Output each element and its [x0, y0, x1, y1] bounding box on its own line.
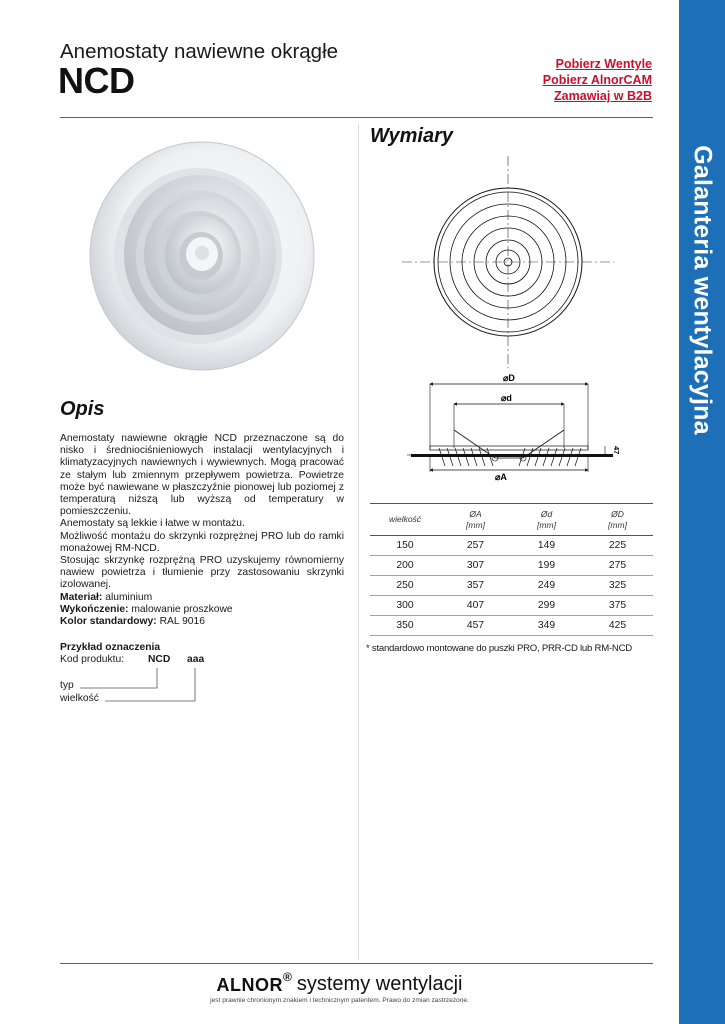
download-links: [543, 56, 652, 104]
spec-row: Kolor standardowy: RAL 9016: [60, 616, 205, 628]
cell: 225: [582, 536, 653, 556]
cell: 325: [582, 576, 653, 596]
side-view-drawing: [405, 370, 627, 482]
front-view-drawing: [402, 156, 614, 368]
example-wielkosc: wielkość: [60, 693, 99, 704]
cell: 357: [440, 576, 511, 596]
cell: 349: [511, 616, 582, 636]
description-paragraph: Możliwość montażu do skrzynki rozprężnej PRO lub do ramki monażowej RM-NCD.: [60, 530, 344, 554]
cell: 407: [440, 596, 511, 616]
header-rule: [60, 117, 653, 118]
table-note: * standardowo montowane do puszki PRO, PRR-CD lub RM-NCD: [366, 643, 632, 654]
code-label: Kod produktu:: [60, 654, 125, 666]
col-header-D: ØD [mm]: [608, 508, 627, 530]
footer-brand: [0, 970, 679, 996]
cell: 350: [370, 616, 440, 636]
table-row: [370, 616, 653, 636]
cell: 150: [370, 536, 440, 556]
spec-row: Wykończenie: malowanie proszkowe: [60, 604, 233, 616]
product-photo: [80, 132, 320, 372]
cell: 275: [582, 556, 653, 576]
dim-d-label: ⌀d: [501, 393, 512, 403]
cell: 307: [440, 556, 511, 576]
cell: 149: [511, 536, 582, 556]
legal-note: jest prawnie chronionym znakiem i technicznym patentem. Prawo do zmian zastrzeżone.: [210, 997, 469, 1004]
link-pobierz-alnorcam[interactable]: Pobierz AlnorCAM: [542, 73, 652, 87]
example-title: Przykład oznaczenia: [60, 642, 161, 653]
spec-row: Materiał: aluminium: [60, 592, 153, 603]
cell: 425: [582, 616, 653, 636]
footer-rule: [60, 963, 653, 964]
specs: [60, 592, 233, 629]
table-row: [370, 596, 653, 616]
cell: 375: [582, 596, 653, 616]
link-pobierz-wentyle[interactable]: Pobierz Wentyle: [555, 57, 652, 71]
table-row: [370, 576, 653, 596]
col-header-A: ØA [mm]: [466, 508, 485, 530]
dim-A-label: ⌀A: [495, 472, 507, 482]
sidebar-label: Galanteria wentylacyjna: [688, 145, 717, 435]
table-header-row: [370, 504, 653, 536]
cell: 300: [370, 596, 440, 616]
dimensions-table: [370, 503, 653, 636]
description-paragraph: Anemostaty są lekkie i łatwe w montażu.: [60, 518, 245, 530]
cell: 249: [511, 576, 582, 596]
registered-mark: ®: [283, 970, 292, 984]
page-subtitle: Anemostaty nawiewne okrągłe: [60, 40, 339, 63]
dim-h-label: 47: [612, 446, 621, 455]
page-title: NCD: [58, 60, 135, 101]
col-header-d: Ød [mm]: [537, 508, 556, 530]
description-paragraph: Stosując skrzynkę rozprężną PRO uzyskujemy równomierny nawiew powietrza i tłumienie przy zastosowaniu skrzynki izolowanej.: [60, 555, 344, 591]
cell: 250: [370, 576, 440, 596]
brand-tagline: systemy wentylacji: [296, 973, 463, 995]
opis-heading: Opis: [60, 398, 105, 420]
description: [60, 433, 344, 592]
designation-example: [60, 642, 205, 667]
cell: 457: [440, 616, 511, 636]
col-header-wielkosc: wielkość: [388, 514, 422, 524]
table-row: [370, 556, 653, 576]
cell: 199: [511, 556, 582, 576]
example-typ: typ: [60, 680, 74, 691]
code-variant: aaa: [187, 654, 205, 666]
link-zamawiaj-b2b[interactable]: Zamawiaj w B2B: [554, 89, 652, 103]
cell: 257: [440, 536, 511, 556]
dim-D-label: ⌀D: [503, 373, 515, 383]
table-row: [370, 536, 653, 556]
column-divider: [358, 124, 359, 960]
cell: 299: [511, 596, 582, 616]
description-paragraph: Anemostaty nawiewne okrągłe NCD przeznaczone są do nisko i średniociśnieniowych instalacji wentylacyjnych i klimatyzacyjnych nawiewnych i wywiewnych. Mogą pracować ze stałym lub zmiennym przepływem powietrza. Powietrze może być nawiewane w płaszczyźnie pionowej lub poziomej z temperaturą niższą lub wyższą od temperatury w pomieszczeniu.: [60, 433, 344, 518]
brand-logo: ALNOR: [216, 975, 284, 995]
cell: 200: [370, 556, 440, 576]
code-row: [60, 654, 205, 667]
code-value: NCD: [148, 654, 171, 666]
wymiary-heading: Wymiary: [370, 125, 454, 147]
